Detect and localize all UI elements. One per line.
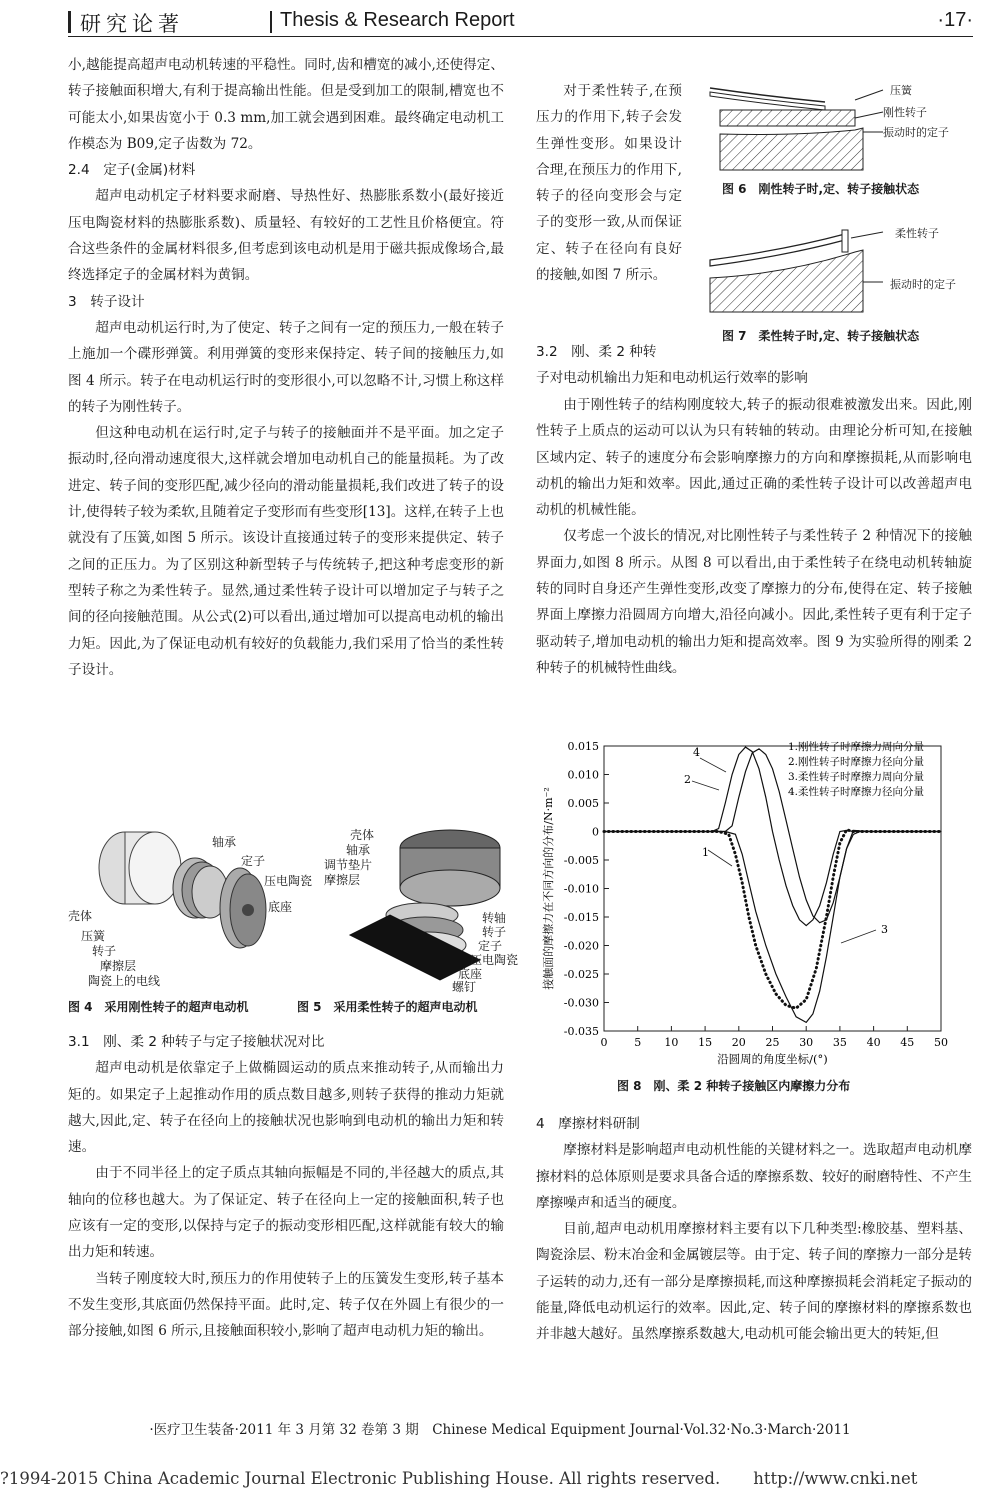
fig4-label-wire: 陶瓷上的电线 [88, 974, 161, 988]
x-axis-label: 沿圆周的角度坐标/(°) [717, 1052, 828, 1066]
left-column-lower [68, 1029, 504, 1345]
header-section-en: Thesis & Research Report [280, 9, 515, 31]
heading-3-2-line1: 3.2 刚、柔 2 种转 [536, 344, 657, 360]
fig4-label-piezo: 压电陶瓷 [264, 874, 313, 888]
legend-entry: 1.刚性转子时摩擦力周向分量 [788, 741, 925, 753]
curve-leader-line [708, 850, 732, 866]
header-bar [68, 11, 71, 33]
legend-entry: 2.刚性转子时摩擦力径向分量 [788, 756, 925, 768]
fig6-label-stator: 振动时的定子 [883, 126, 949, 139]
y-tick-label: 0.010 [567, 768, 599, 782]
y-tick-label: -0.030 [563, 996, 599, 1010]
curve-leader-line [692, 781, 719, 790]
y-tick-label: -0.035 [563, 1025, 599, 1038]
right-column-middle [536, 392, 972, 681]
paragraph: 仅考虑一个波长的情况,对比刚性转子与柔性转子 2 种情况下的接触界面力,如图 8 所示。从图 8 可以看出,由于柔性转子在绕电动机转轴旋转的同时自身还产生弹性变形,改变了摩擦力的分布,使得在定、转子接触界面上摩擦力沿圆周方向增大,沿径向减小。因此,柔性转子更有利于定子驱动转子,增加电动机的输出力矩和提高效率。图 9 为实验所得的刚柔 2 种转子的机械特性曲线。 [536, 528, 972, 676]
heading-3-2-line2: 子对电动机输出力矩和电动机运行效率的影响 [536, 370, 808, 387]
header-divider [270, 11, 272, 33]
fig5-label-piezo: 压电陶瓷 [470, 953, 519, 967]
paragraph: 超声电动机定子材料要求耐磨、导热性好、热膨胀系数小(最好接近压电陶瓷材料的热膨胀系数)、质量轻、有较好的工艺性且价格便宜。符合这些条件的金属材料很多,但考虑到该电动机是用于磁共振成像场合,最终选择定子的金属材料为黄铜。 [68, 188, 504, 284]
y-tick-label: -0.015 [563, 911, 599, 924]
fig5-label-bearing: 轴承 [346, 843, 371, 857]
fig4-label-stator: 定子 [241, 854, 266, 868]
x-tick-label: 10 [664, 1036, 679, 1049]
fig5-label-friction-layer: 摩擦层 [324, 873, 361, 887]
y-axis-label: 接触面的摩擦力在不同方向的分布/N·m⁻² [542, 787, 555, 990]
fig6-label-spring: 压簧 [890, 84, 912, 97]
copyright-line: ?1994-2015 China Academic Journal Electronic Publishing House. All rights reserved. http://www.cnki.net [0, 1469, 918, 1488]
y-tick-label: -0.025 [563, 968, 599, 981]
x-tick-label: 35 [832, 1036, 847, 1049]
y-tick-label: -0.020 [563, 939, 599, 953]
header-section-cn: 研究论著 [80, 12, 184, 36]
paragraph: 摩擦材料是影响超声电动机性能的关键材料之一。选取超声电动机摩擦材料的总体原则是要求具备合适的摩擦系数、较好的耐磨特性、不产生摩擦噪声和适当的硬度。 [536, 1142, 972, 1211]
x-tick-label: 5 [634, 1036, 642, 1049]
section-3-2-heading [536, 339, 976, 392]
fig5-label-housing: 壳体 [350, 828, 375, 842]
y-tick-label: -0.005 [563, 854, 599, 867]
fig4-label-bearing: 轴承 [212, 835, 237, 849]
figure-7-caption: 图 7 柔性转子时,定、转子接触状态 [722, 329, 920, 343]
journal-footer: ·医疗卫生装备·2011 年 3 月第 32 卷第 3 期 Chinese Medical Equipment Journal·Vol.32·No.3·March·2011 [149, 1422, 851, 1438]
section-heading: 3 转子设计 [68, 293, 145, 310]
legend-entry: 4.柔性转子时摩擦力径向分量 [788, 786, 925, 798]
curve-leader-line [841, 930, 876, 943]
fig7-label-flexible-rotor: 柔性转子 [895, 227, 939, 240]
paragraph: 对于柔性转子,在预压力的作用下,转子会发生弹性变形。如果设计合理,在预压力的作用下,转子的径向变形会与定子的变形一致,从而保证定、转子在径向有良好的接触,如图 7 所示。 [536, 83, 682, 284]
right-column-bottom [536, 1111, 972, 1348]
paragraph: 小,越能提高超声电动机转速的平稳性。同时,齿和槽宽的减小,还使得定、转子接触面积增大,有利于提高输出性能。但是受到加工的限制,槽宽也不可能太小,如果齿宽小于 0.3 mm,加工就会遇到困难。最终确定电动机工作模态为 B09,定子齿数为 72。 [68, 57, 504, 152]
x-tick-label: 30 [799, 1036, 814, 1049]
x-tick-label: 25 [765, 1036, 780, 1049]
x-tick-label: 40 [866, 1036, 881, 1049]
figure-4-caption: 图 4 采用刚性转子的超声电动机 [68, 1000, 249, 1014]
curve-number-label: 2 [684, 773, 691, 786]
curve-number-label: 3 [881, 923, 888, 936]
right-column-top [536, 78, 682, 288]
figure-5-caption: 图 5 采用柔性转子的超声电动机 [297, 1000, 478, 1014]
series-3-line [604, 832, 941, 1023]
x-tick-label: 45 [900, 1036, 915, 1049]
x-tick-label: 15 [698, 1036, 713, 1049]
fig4-label-spring: 压簧 [81, 929, 106, 943]
fig4-label-rotor: 转子 [92, 944, 117, 958]
fig5-label-screw: 螺钉 [452, 980, 477, 994]
y-tick-label: 0.015 [567, 740, 599, 753]
paragraph: 由于不同半径上的定子质点其轴向振幅是不同的,半径越大的质点,其轴向的位移也越大。为了保证定、转子在径向上一定的接触面积,转子也应该有一定的变形,以保持与定子的振动变形相匹配,这样就能有较大的输出力矩和转速。 [68, 1165, 504, 1261]
paragraph: 但这种电动机在运行时,定子与转子的接触面并不是平面。加之定子振动时,径向滑动速度很大,这样就会增加电动机自己的能量损耗。为了改进定、转子间的变形匹配,减少径向的滑动能量损耗,我们改进了转子的设计,使得转子较为柔软,且随着定子变形而有些变形[13]。这样,在转子上也就没有了压簧,如图 5 所示。该设计直接通过转子的变形来提供定、转子之间的正压力。为了区别这种新型转子与传统转子,把这种考虑变形的新型转子称之为柔性转子。显然,通过柔性转子设计可以增加定子与转子之间的径向接触范围。从公式(2)可以看出,通过增加可以提高电动机的输出力矩。因此,为了保证电动机有较好的负载能力,我们采用了恰当的柔性转子设计。 [68, 425, 504, 678]
running-header [68, 6, 973, 37]
y-tick-label: 0 [592, 825, 599, 839]
section-heading: 4 摩擦材料研制 [536, 1116, 640, 1132]
fig5-label-base: 底座 [458, 967, 483, 981]
figure-8-chart [536, 738, 976, 1068]
x-tick-label: 0 [600, 1036, 608, 1049]
fig5-label-stator: 定子 [478, 939, 503, 953]
paragraph: 当转子刚度较大时,预压力的作用使转子上的压簧发生变形,转子基本不发生变形,其底面仍然保持平面。此时,定、转子仅在外圆上有很少的一部分接触,如图 6 所示,且接触面积较小,影响了超声电动机力矩的输出。 [68, 1270, 504, 1340]
figure-8-caption: 图 8 刚、柔 2 种转子接触区内摩擦力分布 [617, 1079, 851, 1093]
x-tick-label: 20 [731, 1036, 746, 1049]
fig5-label-shaft: 转轴 [482, 911, 507, 925]
section-heading: 2.4 定子(金属)材料 [68, 162, 196, 179]
left-column-upper [68, 52, 504, 683]
section-heading: 3.1 刚、柔 2 种转子与定子接触状况对比 [68, 1034, 325, 1050]
fig5-label-rotor: 转子 [482, 925, 507, 939]
paragraph: 超声电动机是依靠定子上做椭圆运动的质点来推动转子,从而输出力矩的。如果定子上起推动作用的质点数目越多,则转子获得的推动力矩就越大,因此,定、转子在径向上的接触状况也影响到电动机的输出力矩和转速。 [68, 1060, 504, 1156]
series-1-line [604, 830, 941, 1008]
legend-entry: 3.柔性转子时摩擦力周向分量 [788, 771, 925, 783]
curve-leader-line [700, 758, 726, 772]
paragraph: 超声电动机运行时,为了使定、转子之间有一定的预压力,一般在转子上施加一个碟形弹簧。利用弹簧的变形来保持定、转子间的接触压力,如图 4 所示。转子在电动机运行时的变形很小,可以忽略不计,习惯上称这样的转子为刚性转子。 [68, 319, 504, 415]
fig4-label-housing: 壳体 [68, 909, 93, 923]
fig4-label-friction-layer: 摩擦层 [100, 959, 137, 973]
figure-6-caption: 图 6 刚性转子时,定、转子接触状态 [722, 182, 920, 196]
paragraph: 目前,超声电动机用摩擦材料主要有以下几种类型:橡胶基、塑料基、陶瓷涂层、粉末冶金和金属镀层等。由于定、转子间的摩擦力一部分是转子运转的动力,还有一部分是摩擦损耗,而这种摩擦损耗会消耗定子振动的能量,降低电动机运行的效率。因此,定、转子间的摩擦材料的摩擦系数也并非越大越好。虽然摩擦系数越大,电动机可能会输出更大的转矩,但 [536, 1221, 972, 1343]
x-tick-label: 50 [934, 1036, 948, 1049]
page-number: ·17· [937, 9, 973, 31]
curve-number-label: 4 [693, 746, 700, 759]
y-tick-label: -0.010 [563, 882, 599, 896]
fig7-label-stator: 振动时的定子 [890, 278, 956, 291]
fig5-label-shim: 调节垫片 [324, 858, 373, 872]
y-tick-label: 0.005 [567, 797, 599, 810]
paragraph: 由于刚性转子的结构刚度较大,转子的振动很难被激发出来。因此,刚性转子上质点的运动可以认为只有转轴的转动。由理论分析可知,在接触区域内定、转子的速度分布会影响摩擦力的方向和摩擦损耗,从而影响电动机的输出力矩和效率。因此,通过正确的柔性转子设计可以改善超声电动机的机械性能。 [536, 397, 972, 519]
fig6-label-rigid-rotor: 刚性转子 [883, 106, 927, 119]
fig4-label-base: 底座 [268, 900, 293, 914]
curve-number-label: 1 [702, 846, 709, 859]
